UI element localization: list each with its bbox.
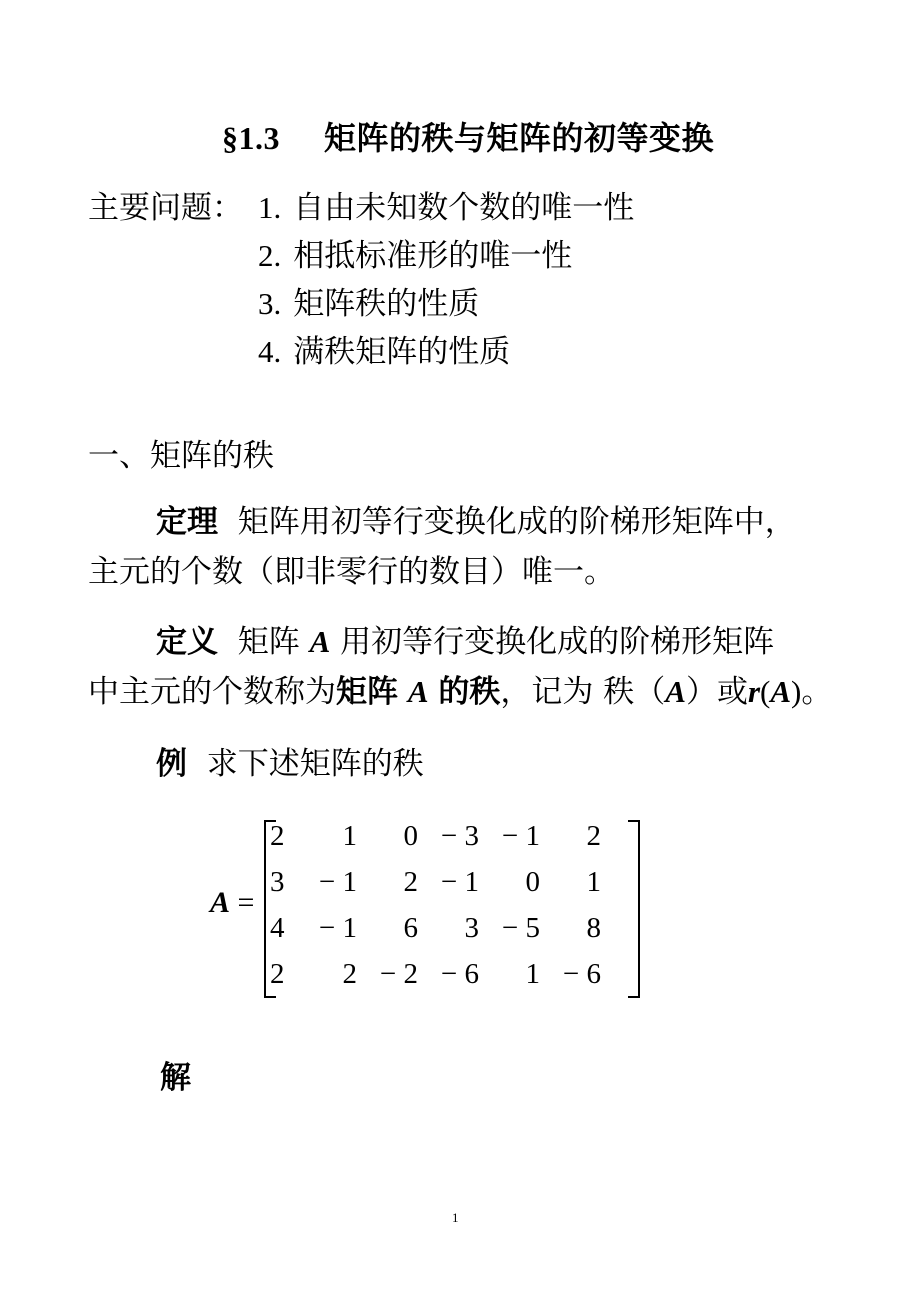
theorem-line-1: 定理 矩阵用初等行变换化成的阶梯形矩阵中，	[156, 504, 796, 540]
page-title	[222, 113, 714, 159]
section-heading: 一、矩阵的秩	[88, 438, 274, 474]
right-bracket	[628, 820, 640, 998]
matrix-lhs: A =	[210, 886, 255, 919]
matrix-row: 2 2 − 2 − 6 1 − 6	[270, 958, 601, 990]
definition-line-2: 中主元的个数称为矩阵 A 的秩，记为 秩（A）或r(A)。	[88, 674, 833, 710]
question-item: 2. 相抵标准形的唯一性	[258, 238, 573, 274]
section-number: §1.3	[222, 120, 280, 156]
definition-label: 定义	[156, 624, 218, 660]
question-item: 1. 自由未知数个数的唯一性	[258, 190, 635, 226]
solution-label: 解	[160, 1060, 191, 1096]
section-title: 矩阵的秩与矩阵的初等变换	[324, 119, 715, 157]
matrix-row: 4 − 1 6 3 − 5 8	[270, 912, 601, 944]
matrix-row: 2 1 0 − 3 − 1 2	[270, 820, 601, 852]
theorem-line-2: 主元的个数（即非零行的数目）唯一。	[88, 554, 615, 590]
main-questions-label: 主要问题：	[88, 190, 243, 226]
question-item: 4. 满秩矩阵的性质	[258, 334, 511, 370]
question-item: 3. 矩阵秩的性质	[258, 286, 480, 322]
example-line: 例 求下述矩阵的秩	[156, 746, 424, 782]
matrix-row: 3 − 1 2 − 1 0 1	[270, 866, 601, 898]
definition-line-1: 定义 矩阵 A 用初等行变换化成的阶梯形矩阵	[156, 624, 775, 660]
theorem-label: 定理	[156, 504, 218, 540]
example-label: 例	[156, 746, 187, 782]
page-number: 1	[452, 1210, 459, 1225]
